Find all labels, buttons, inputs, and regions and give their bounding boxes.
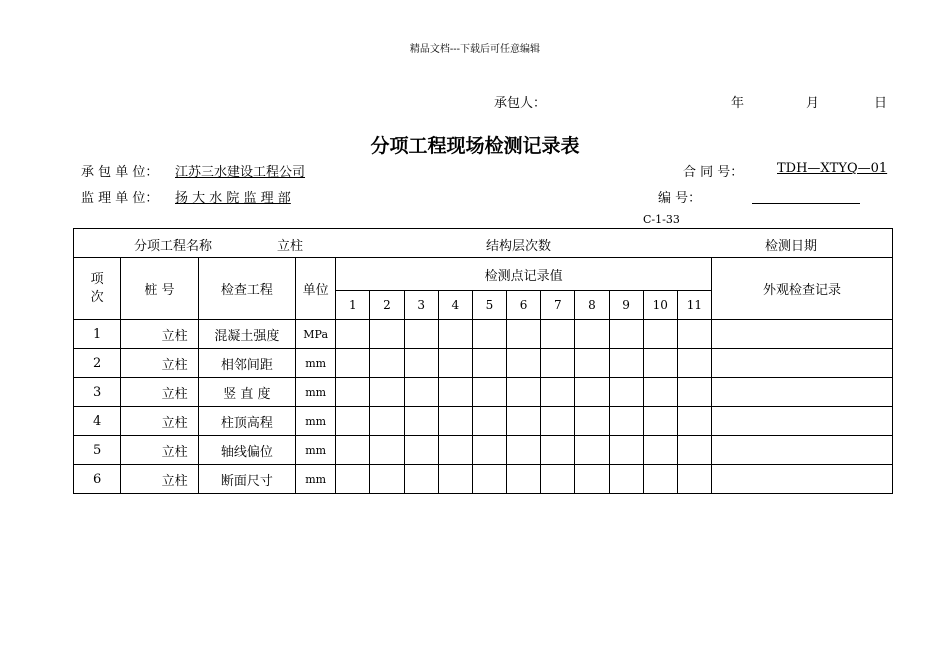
row-pile-no: 立柱 xyxy=(121,407,198,436)
point-value-cell[interactable] xyxy=(643,349,677,378)
row-item-no: 5 xyxy=(74,436,121,465)
project-name-label: 分项工程名称 xyxy=(134,239,213,254)
header-points-record: 检测点记录值 xyxy=(336,258,712,291)
point-value-cell[interactable] xyxy=(575,378,609,407)
row-unit: mm xyxy=(296,465,336,494)
point-number-header: 11 xyxy=(677,291,711,320)
appearance-record-cell[interactable] xyxy=(711,378,892,407)
header-appearance-record: 外观检查记录 xyxy=(711,258,892,320)
point-value-cell[interactable] xyxy=(404,465,438,494)
point-value-cell[interactable] xyxy=(677,465,711,494)
header-note: 精品文档---下载后可任意编辑 xyxy=(409,44,541,55)
header-pile-no: 桩 号 xyxy=(121,258,198,320)
contractor-label: 承包人： xyxy=(494,96,547,111)
point-number-header: 5 xyxy=(472,291,506,320)
point-value-cell[interactable] xyxy=(541,320,575,349)
point-value-cell[interactable] xyxy=(472,349,506,378)
point-value-cell[interactable] xyxy=(507,436,541,465)
row-unit: mm xyxy=(296,436,336,465)
point-value-cell[interactable] xyxy=(609,349,643,378)
table-row xyxy=(74,436,893,465)
row-inspection-item: 竖 直 度 xyxy=(198,378,295,407)
table-row xyxy=(74,378,893,407)
point-value-cell[interactable] xyxy=(472,436,506,465)
point-value-cell[interactable] xyxy=(507,320,541,349)
point-number-header: 8 xyxy=(575,291,609,320)
point-value-cell[interactable] xyxy=(677,320,711,349)
point-value-cell[interactable] xyxy=(370,320,404,349)
year-label: 年 xyxy=(731,96,745,111)
structure-level-label: 结构层次数 xyxy=(486,239,552,254)
project-info-row xyxy=(74,229,893,258)
point-number-header: 7 xyxy=(541,291,575,320)
point-value-cell[interactable] xyxy=(370,378,404,407)
row-pile-no: 立柱 xyxy=(121,378,198,407)
point-value-cell[interactable] xyxy=(336,407,370,436)
month-label: 月 xyxy=(806,96,820,111)
table-row xyxy=(74,465,893,494)
row-pile-no: 立柱 xyxy=(121,465,198,494)
header-row-1 xyxy=(74,258,893,291)
point-value-cell[interactable] xyxy=(472,320,506,349)
point-value-cell[interactable] xyxy=(575,436,609,465)
row-item-no: 3 xyxy=(74,378,121,407)
point-value-cell[interactable] xyxy=(472,378,506,407)
point-value-cell[interactable] xyxy=(575,465,609,494)
point-value-cell[interactable] xyxy=(507,407,541,436)
point-value-cell[interactable] xyxy=(609,378,643,407)
table-row xyxy=(74,349,893,378)
point-value-cell[interactable] xyxy=(336,378,370,407)
point-value-cell[interactable] xyxy=(370,407,404,436)
point-value-cell[interactable] xyxy=(575,349,609,378)
point-value-cell[interactable] xyxy=(677,349,711,378)
point-value-cell[interactable] xyxy=(643,378,677,407)
contract-unit-value: 江苏三水建设工程公司 xyxy=(175,165,306,180)
point-value-cell[interactable] xyxy=(609,320,643,349)
inspection-record-table xyxy=(73,228,893,494)
point-value-cell[interactable] xyxy=(370,436,404,465)
point-value-cell[interactable] xyxy=(677,436,711,465)
form-code: C-1-33 xyxy=(643,213,680,226)
point-value-cell[interactable] xyxy=(677,378,711,407)
point-value-cell[interactable] xyxy=(336,436,370,465)
point-value-cell[interactable] xyxy=(541,378,575,407)
inspection-date-label: 检测日期 xyxy=(765,239,818,254)
row-unit: MPa xyxy=(296,320,336,349)
point-value-cell[interactable] xyxy=(438,349,472,378)
document-title: 分项工程现场检测记录表 xyxy=(370,135,580,157)
point-value-cell[interactable] xyxy=(438,436,472,465)
row-item-no: 2 xyxy=(74,349,121,378)
row-item-no: 6 xyxy=(74,465,121,494)
appearance-record-cell[interactable] xyxy=(711,465,892,494)
contract-unit-label: 承 包 单 位： xyxy=(81,165,159,180)
point-value-cell[interactable] xyxy=(370,349,404,378)
point-value-cell[interactable] xyxy=(643,320,677,349)
header-item-no: 项 次 xyxy=(74,258,121,320)
data-rows xyxy=(74,320,893,494)
row-inspection-item: 相邻间距 xyxy=(198,349,295,378)
point-value-cell[interactable] xyxy=(643,407,677,436)
point-value-cell[interactable] xyxy=(438,320,472,349)
number-label: 编 号： xyxy=(658,191,702,206)
day-label: 日 xyxy=(874,96,888,111)
point-number-header: 10 xyxy=(643,291,677,320)
contract-no-value: TDH—XTYQ—01 xyxy=(777,161,888,176)
point-value-cell[interactable] xyxy=(507,378,541,407)
point-value-cell[interactable] xyxy=(336,465,370,494)
row-item-no: 4 xyxy=(74,407,121,436)
row-unit: mm xyxy=(296,378,336,407)
point-value-cell[interactable] xyxy=(575,320,609,349)
header-unit: 单位 xyxy=(296,258,336,320)
point-value-cell[interactable] xyxy=(370,465,404,494)
point-value-cell[interactable] xyxy=(404,349,438,378)
point-value-cell[interactable] xyxy=(643,465,677,494)
supervision-unit-label: 监 理 单 位： xyxy=(81,191,159,206)
supervision-unit-value: 扬 大 水 院 监 理 部 xyxy=(175,191,291,206)
point-value-cell[interactable] xyxy=(541,349,575,378)
project-name-value: 立柱 xyxy=(277,239,304,254)
point-value-cell[interactable] xyxy=(438,407,472,436)
point-number-header: 1 xyxy=(336,291,370,320)
number-field[interactable] xyxy=(752,189,860,208)
point-value-cell[interactable] xyxy=(677,407,711,436)
row-unit: mm xyxy=(296,349,336,378)
point-value-cell[interactable] xyxy=(404,378,438,407)
point-value-cell[interactable] xyxy=(575,407,609,436)
point-value-cell[interactable] xyxy=(609,436,643,465)
row-inspection-item: 断面尺寸 xyxy=(198,465,295,494)
appearance-record-cell[interactable] xyxy=(711,320,892,349)
appearance-record-cell[interactable] xyxy=(711,349,892,378)
contract-no-label: 合 同 号： xyxy=(683,165,744,180)
point-value-cell[interactable] xyxy=(541,407,575,436)
point-value-cell[interactable] xyxy=(438,465,472,494)
point-number-header: 3 xyxy=(404,291,438,320)
point-value-cell[interactable] xyxy=(609,465,643,494)
table-row xyxy=(74,407,893,436)
row-inspection-item: 轴线偏位 xyxy=(198,436,295,465)
row-inspection-item: 柱顶高程 xyxy=(198,407,295,436)
row-inspection-item: 混凝土强度 xyxy=(198,320,295,349)
point-value-cell[interactable] xyxy=(507,465,541,494)
appearance-record-cell[interactable] xyxy=(711,436,892,465)
appearance-record-cell[interactable] xyxy=(711,407,892,436)
point-value-cell[interactable] xyxy=(404,407,438,436)
point-value-cell[interactable] xyxy=(609,407,643,436)
point-value-cell[interactable] xyxy=(438,378,472,407)
point-value-cell[interactable] xyxy=(404,320,438,349)
point-value-cell[interactable] xyxy=(472,465,506,494)
point-value-cell[interactable] xyxy=(404,436,438,465)
table-row xyxy=(74,320,893,349)
point-number-header: 6 xyxy=(507,291,541,320)
row-unit: mm xyxy=(296,407,336,436)
row-pile-no: 立柱 xyxy=(121,320,198,349)
point-value-cell[interactable] xyxy=(541,436,575,465)
point-value-cell[interactable] xyxy=(643,436,677,465)
point-number-header: 2 xyxy=(370,291,404,320)
point-value-cell[interactable] xyxy=(336,320,370,349)
row-pile-no: 立柱 xyxy=(121,436,198,465)
point-value-cell[interactable] xyxy=(507,349,541,378)
row-pile-no: 立柱 xyxy=(121,349,198,378)
point-value-cell[interactable] xyxy=(472,407,506,436)
point-value-cell[interactable] xyxy=(336,349,370,378)
point-number-header: 4 xyxy=(438,291,472,320)
point-value-cell[interactable] xyxy=(541,465,575,494)
point-number-header: 9 xyxy=(609,291,643,320)
row-item-no: 1 xyxy=(74,320,121,349)
header-inspection-item: 检查工程 xyxy=(198,258,295,320)
